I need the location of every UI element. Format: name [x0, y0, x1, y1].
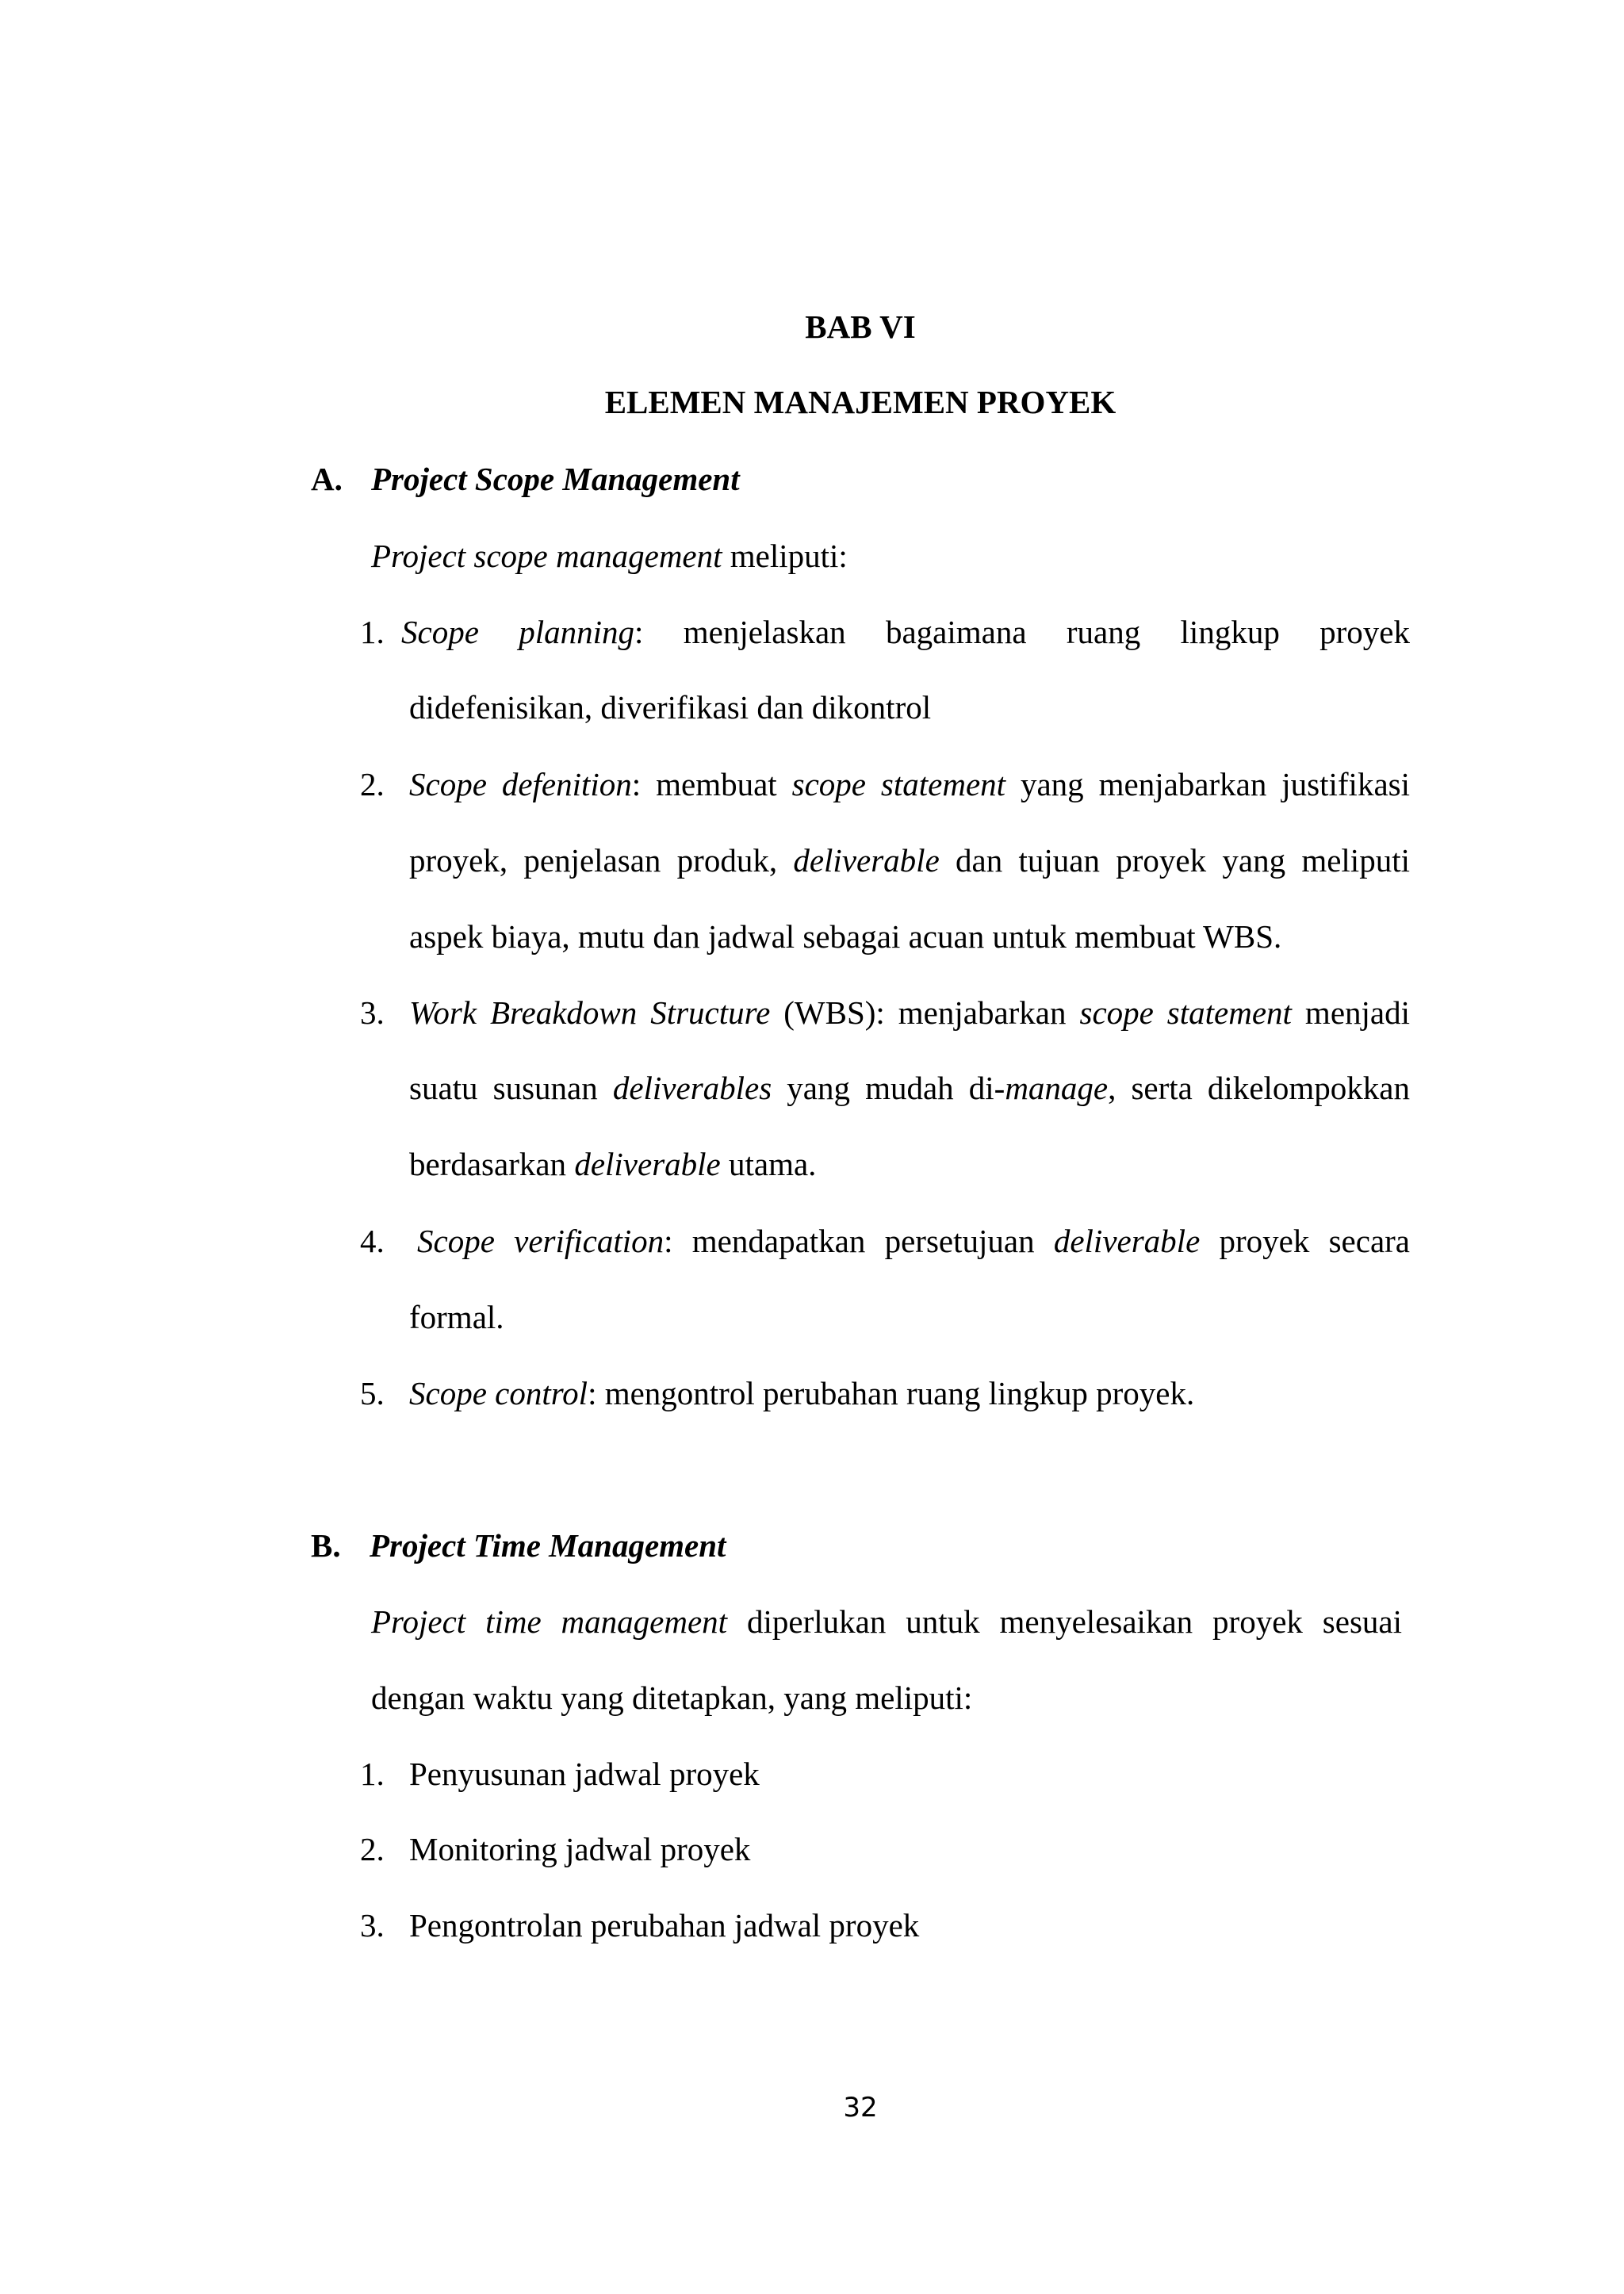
- list-item-number: 5.: [360, 1375, 385, 1411]
- list-item-number: 1.: [360, 614, 385, 650]
- list-item-line: Scope planning: menjelaskan bagaimana ruang lingkup proyek: [401, 614, 1410, 650]
- list-item-line: Scope defenition: membuat scope statement yang menjabarkan justifikasi: [409, 766, 1410, 802]
- section-a-heading: Project Scope Management: [371, 461, 740, 497]
- list-item-line: berdasarkan deliverable utama.: [409, 1146, 817, 1182]
- list-item-line: Penyusunan jadwal proyek: [409, 1756, 760, 1792]
- section-a-intro: Project scope management meliputi:: [371, 538, 848, 574]
- section-a-letter: A.: [311, 461, 343, 497]
- list-item-number: 4.: [360, 1223, 385, 1259]
- list-item-line: Pengontrolan perubahan jadwal proyek: [409, 1907, 920, 1944]
- list-item-line: Monitoring jadwal proyek: [409, 1831, 751, 1867]
- list-item-line: Scope verification: mendapatkan persetujuan deliverable proyek secara: [417, 1223, 1411, 1259]
- list-item-line: Work Breakdown Structure (WBS): menjabarkan scope statement menjadi: [409, 994, 1410, 1031]
- list-item-line: aspek biaya, mutu dan jadwal sebagai acuan untuk membuat WBS.: [409, 918, 1282, 955]
- list-item-line: suatu susunan deliverables yang mudah di-manage, serta dikelompokkan: [409, 1070, 1411, 1106]
- section-b-letter: B.: [311, 1527, 341, 1564]
- chapter-title: ELEMEN MANAJEMEN PROYEK: [604, 384, 1116, 420]
- list-item-number: 3.: [360, 994, 385, 1031]
- list-item-number: 2.: [360, 766, 385, 802]
- list-item-number: 3.: [360, 1907, 385, 1944]
- list-item-number: 2.: [360, 1831, 385, 1867]
- list-item-line: formal.: [409, 1299, 504, 1335]
- list-item-line: didefenisikan, diverifikasi dan dikontrol: [409, 689, 932, 726]
- list-item-number: 1.: [360, 1756, 385, 1792]
- section-b-heading: Project Time Management: [370, 1527, 726, 1564]
- list-item-line: proyek, penjelasan produk, deliverable dan tujuan proyek yang meliputi: [409, 842, 1410, 879]
- chapter-number: BAB VI: [805, 308, 916, 345]
- list-item-line: Scope control: mengontrol perubahan ruang lingkup proyek.: [409, 1375, 1195, 1411]
- section-b-intro: Project time management diperlukan untuk menyelesaikan proyek sesuai: [371, 1603, 1403, 1640]
- page-number: 32: [843, 2092, 878, 2124]
- section-b-intro-line2: dengan waktu yang ditetapkan, yang meliputi:: [371, 1679, 973, 1716]
